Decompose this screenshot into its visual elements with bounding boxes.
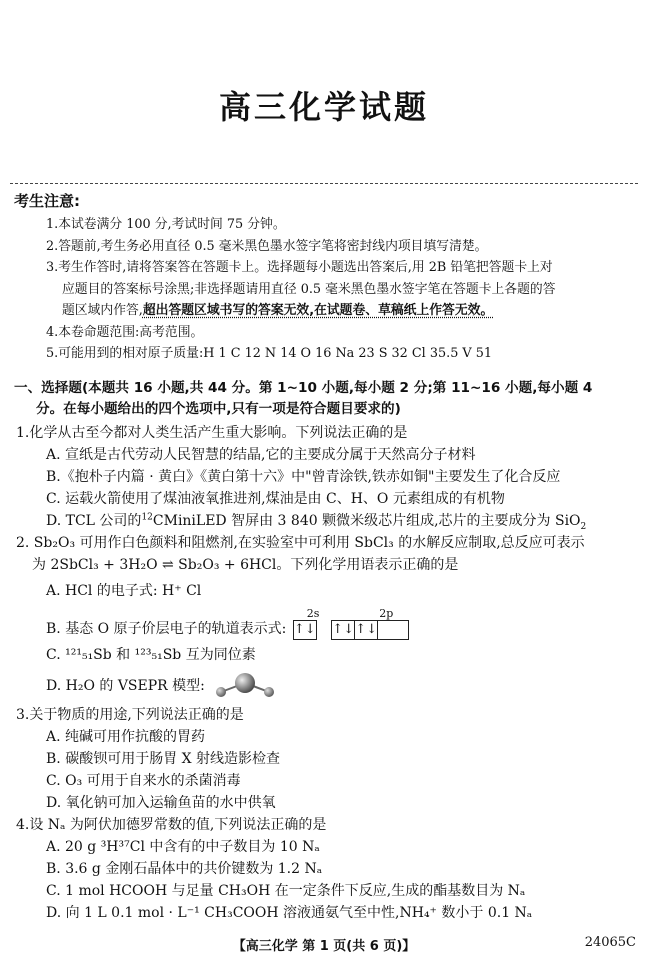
orbital-box: ↑↓ — [332, 622, 355, 637]
orbital-2s — [293, 607, 320, 640]
notice-item-2: 2.答题前,考生务必用直径 0.5 毫米黑色墨水签字笔将密封线内项目填写清楚。 — [46, 238, 488, 254]
question-3-stem: 3.关于物质的用途,下列说法正确的是 — [16, 707, 244, 723]
notice-item-5: 5.可能用到的相对原子质量:H 1 C 12 N 14 O 16 Na 23 S 32 Cl 35.5 V 51 — [46, 346, 492, 361]
question-4-option-c: C. 1 mol HCOOH 与足量 CH₃OH 在一定条件下反应,生成的酯基数目为 Nₐ — [46, 883, 526, 899]
notice-emphasis: 超出答题区域书写的答案无效,在试题卷、草稿纸上作答无效。 — [142, 303, 494, 318]
q1-d-text: D. TCL 公司的 — [46, 513, 142, 529]
question-1-option-d — [16, 510, 636, 532]
question-3-option-b: B. 碳酸钡可用于肠胃 X 射线造影检查 — [46, 751, 281, 767]
question-2 — [16, 532, 636, 700]
question-3-option-d: D. 氧化钠可加入运输鱼苗的水中供氧 — [46, 795, 276, 811]
section-line-2: 分。在每小题给出的四个选项中,只有一项是符合题目要求的) — [36, 401, 401, 417]
section-heading — [14, 378, 634, 420]
vsepr-model-image — [209, 672, 285, 700]
notice-heading: 考生注意: — [14, 192, 80, 210]
question-1-option-b: B.《抱朴子内篇 · 黄白》《黄白第十六》中"曾青涂铁,铁赤如铜"主要发生了化合反应 — [46, 469, 561, 485]
question-4-option-a: A. 20 g ³H³⁷Cl 中含有的中子数目为 10 Nₐ — [46, 839, 320, 855]
exam-code: 24065C — [584, 935, 636, 950]
question-1 — [16, 422, 636, 532]
question-3 — [16, 704, 636, 814]
question-4 — [16, 814, 636, 924]
question-2-stem-1: 2. Sb₂O₃ 可用作白色颜料和阻燃剂,在实验室中可利用 SbCl₃ 的水解反应制取,总反应可表示 — [16, 535, 585, 551]
orbital-2s-label: 2s — [306, 607, 320, 620]
question-1-option-a: A. 宣纸是古代劳动人民智慧的结晶,它的主要成分属于天然高分子材料 — [46, 447, 476, 463]
orbital-box: ↑↓ — [293, 622, 316, 637]
question-2-option-d — [16, 672, 636, 700]
question-2-option-a: A. HCl 的电子式: H⁺ Cl — [46, 583, 202, 599]
question-4-option-b: B. 3.6 g 金刚石晶体中的共价键数为 1.2 Nₐ — [46, 861, 323, 877]
question-2-stem-2: 为 2SbCl₃ + 3H₂O ⇌ Sb₂O₃ + 6HCl。下列化学用语表示正确的是 — [32, 557, 459, 573]
question-1-stem: 1.化学从古至今都对人类生活产生重大影响。下列说法正确的是 — [16, 425, 408, 441]
orbital-2p-boxes — [331, 620, 409, 640]
question-1-option-c: C. 运载火箭使用了煤油液氧推进剂,煤油是由 C、H、O 元素组成的有机物 — [46, 491, 505, 507]
question-3-option-c: C. O₃ 可用于自来水的杀菌消毒 — [46, 773, 241, 789]
question-4-option-d: D. 向 1 L 0.1 mol · L⁻¹ CH₃COOH 溶液通氨气至中性,NH₄⁺ 数小于 0.1 Nₐ — [46, 905, 533, 921]
notice-item-4: 4.本卷命题范围:高考范围。 — [46, 324, 204, 340]
notice-item-3c — [46, 300, 626, 322]
question-2-option-b — [16, 607, 636, 642]
divider — [10, 183, 638, 184]
notice-item-3c-text: 题区域内作答, — [62, 303, 143, 318]
question-3-option-a: A. 纯碱可用作抗酸的胃药 — [46, 729, 206, 745]
notice-item-1: 1.本试卷满分 100 分,考试时间 75 分钟。 — [46, 217, 286, 232]
q1-d-sup: 12 — [141, 512, 153, 523]
question-2-option-c: C. ¹²¹₅₁Sb 和 ¹²³₅₁Sb 互为同位素 — [46, 647, 256, 663]
q2-b-text: B. 基态 O 原子价层电子的轨道表示式: — [46, 621, 287, 637]
page-number: 【高三化学 第 1 页(共 6 页)】 — [232, 939, 416, 954]
orbital-box: ↑↓ — [355, 622, 378, 637]
q1-d-text2: CMiniLED 智屏由 3 840 颗微米级芯片组成,芯片的主要成分为 SiO — [152, 513, 581, 529]
orbital-2p-label: 2p — [379, 607, 394, 620]
q1-d-sub: 2 — [580, 521, 587, 532]
notice-item-3b: 应题目的答案标号涂黑;非选择题请用直径 0.5 毫米黑色墨水签字笔在答题卡上各题的答 — [62, 281, 556, 297]
orbital-2p — [331, 607, 409, 640]
notice-list — [46, 214, 626, 365]
q2-d-text: D. H₂O 的 VSEPR 模型: — [46, 678, 205, 694]
page-title: 高三化学试题 — [218, 88, 429, 126]
notice-item-3a: 3.考生作答时,请将答案答在答题卡上。选择题每小题选出答案后,用 2B 铅笔把答题卡上对 — [46, 260, 553, 275]
question-4-stem: 4.设 Nₐ 为阿伏加德罗常数的值,下列说法正确的是 — [16, 817, 327, 833]
section-line-1: 一、选择题(本题共 16 小题,共 44 分。第 1~10 小题,每小题 2 分;第 11~16 小题,每小题 4 — [14, 380, 593, 396]
